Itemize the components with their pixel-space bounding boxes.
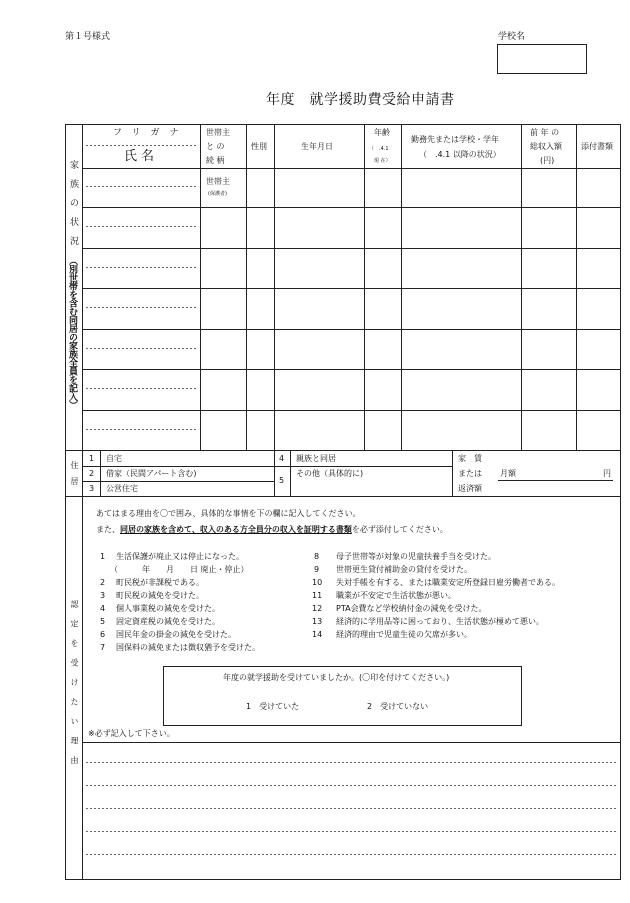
col-work-line2: （ .4.1 以降の状況）	[419, 150, 501, 159]
reason-6-num: 6	[100, 630, 106, 639]
reason-5-num: 5	[100, 617, 106, 626]
col-furigana: フリガナ	[113, 128, 189, 138]
reason-12-num: 12	[312, 604, 323, 613]
reason-3-num: 3	[100, 591, 106, 600]
reason-9-num: 9	[314, 565, 320, 574]
reason-8-num: 8	[314, 552, 320, 561]
residence-side-label: 住居	[70, 461, 79, 493]
reasons-intro-2: また、同居の家族を含めて、収入のある方全員分の収入を証明する書類を必ず添付してください。	[96, 525, 448, 534]
col-income-line3: (円)	[540, 156, 555, 165]
school-name-label: 学校名	[498, 32, 526, 42]
col-relation-line2: と の	[206, 142, 225, 151]
row1-relation: 世帯主	[206, 177, 230, 186]
residence-option-4[interactable]: 親族と同居	[296, 454, 336, 463]
rent-label-1: 家 賃	[458, 454, 482, 463]
reason-12[interactable]: PTA会費など学校納付金の減免を受けた。	[336, 604, 487, 613]
col-relation-line3: 続 柄	[206, 156, 225, 165]
reason-14[interactable]: 経済的理由で児童生徒の欠席が多い。	[336, 630, 472, 639]
rent-label-3: 返済額	[458, 484, 482, 493]
reason-5[interactable]: 固定資産税の減免を受けた。	[116, 617, 220, 626]
must-fill-note: ※必ず記入して下さい。	[88, 729, 175, 738]
previous-aid-question: 年度の就学援助を受けていましたか。(〇印を付けてください。)	[223, 673, 450, 682]
col-birth: 生年月日	[301, 142, 333, 151]
residence-num-4: 4	[279, 454, 285, 463]
col-income-line2: 総収入額	[530, 142, 562, 151]
col-sex: 性別	[251, 142, 267, 151]
family-side-note: （別世帯を含む同居の家族全員を記入）	[67, 256, 77, 409]
reason-10[interactable]: 失対手帳を有する、または職業安定所登録日雇労働者である。	[336, 578, 560, 587]
residence-option-5[interactable]: その他（具体的に)	[296, 469, 364, 478]
reasons-intro-1: あてはまる理由を〇で囲み、具体的な事情を下の欄に記入してください。	[96, 509, 361, 518]
reason-7[interactable]: 国保料の減免または徴収猶予を受けた。	[116, 643, 260, 652]
col-income-line1: 前 年 の	[530, 128, 560, 137]
residence-option-3[interactable]: 公営住宅	[106, 484, 138, 493]
reason-2-num: 2	[100, 578, 106, 587]
residence-option-2[interactable]: 借家（民間アパート含む)	[106, 469, 197, 478]
reason-4[interactable]: 個人事業税の減免を受けた。	[116, 604, 220, 613]
col-age-date: （ .4.1	[369, 146, 389, 152]
reasons-side-label: 認定を受けたい理由	[70, 600, 79, 776]
row1-relation-note: (保護者)	[208, 191, 227, 197]
reason-4-num: 4	[100, 604, 106, 613]
reason-2[interactable]: 町民税が非課税である。	[116, 578, 204, 587]
reason-writing-area[interactable]	[86, 745, 618, 875]
reason-13[interactable]: 経済的に学用品等に困っており、生活状態が極めて悪い。	[336, 617, 544, 626]
reason-11[interactable]: 職業が不安定で生活状態が悪い。	[336, 591, 456, 600]
previous-aid-no[interactable]: 2 受けていない	[367, 702, 429, 711]
reason-1-num: 1	[100, 552, 106, 561]
monthly-label: 月額	[500, 469, 516, 478]
residence-option-1[interactable]: 自宅	[106, 454, 122, 463]
col-age: 年齢	[374, 128, 390, 137]
col-work-line1: 勤務先または学校・学年	[411, 135, 499, 144]
reason-13-num: 13	[312, 617, 323, 626]
reason-9[interactable]: 世帯更生貸付補助金の貸付を受けた。	[336, 565, 472, 574]
col-docs: 添付書類	[581, 142, 613, 151]
reason-6[interactable]: 国民年金の掛金の減免を受けた。	[116, 630, 236, 639]
reason-11-num: 11	[312, 591, 323, 600]
reason-3[interactable]: 町民税の減免を受けた。	[116, 591, 204, 600]
reason-14-num: 14	[312, 630, 323, 639]
reason-10-num: 10	[312, 578, 323, 587]
residence-num-1: 1	[89, 454, 95, 463]
col-relation-line1: 世帯主	[206, 128, 230, 137]
reason-7-num: 7	[100, 643, 106, 652]
col-age-now: 現 在）	[374, 158, 391, 164]
reason-1[interactable]: 生活保護が廃止又は停止になった。	[116, 552, 244, 561]
yen-label: 円	[603, 469, 611, 478]
residence-num-3: 3	[89, 484, 95, 493]
form-number: 第１号様式	[65, 32, 111, 42]
residence-num-2: 2	[89, 469, 95, 478]
col-name: 氏名	[124, 149, 159, 164]
reason-1-detail[interactable]: （ 年 月 日 廃止・停止）	[110, 565, 249, 574]
family-side-label: 家族の状況	[68, 160, 78, 255]
previous-aid-yes[interactable]: 1 受けていた	[246, 702, 300, 711]
residence-num-5: 5	[279, 476, 285, 485]
rent-label-2: または	[458, 469, 482, 478]
reason-8[interactable]: 母子世帯等が対象の児童扶養手当を受けた。	[336, 552, 496, 561]
page-title: 年度 就学援助費受給申請書	[266, 92, 455, 108]
